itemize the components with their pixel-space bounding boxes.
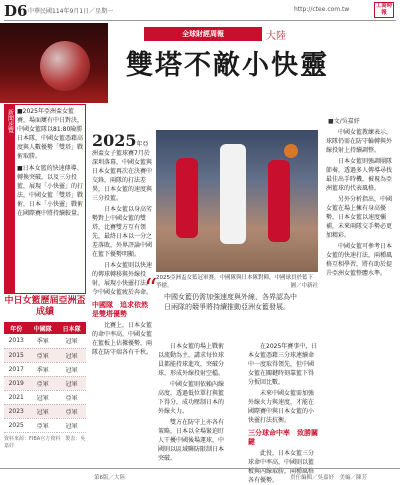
article-paragraph: 日本女籃則強調團隊節奏，透過多人傳導尋找最佳出手時機，被視為亞洲籃球的代表風格。 (326, 158, 393, 192)
footer-section: 第6版／大陸 (94, 475, 125, 481)
date-line: 中華民國114年9月1日／星期一 (28, 8, 114, 15)
table-header: 年份 (4, 322, 28, 334)
table-row (4, 348, 86, 362)
table-cell: 2025 (4, 418, 28, 432)
page-number: D6 (4, 2, 28, 20)
table-cell: 季軍 (28, 362, 57, 376)
article-paragraph: 日本女籃的場上戰術以流動為主，講求每位球員都能持球進攻，突破分球，形成外線投射空檔。 (158, 343, 225, 377)
page-headline: 雙塔不敵小快靈 (126, 50, 329, 81)
table-cell: 2013 (4, 334, 28, 348)
summary-text (17, 107, 83, 221)
results-table-block (4, 296, 86, 449)
table-cell: 亞軍 (57, 404, 86, 418)
article-subhead: 三分球命中率 致勝關鍵 (248, 429, 318, 446)
table-cell: 2021 (4, 390, 28, 404)
article-subhead: 中國隊 追求依然是雙塔優勢 (92, 301, 148, 318)
summary-item: ■日本女籃的快速傳導、轉換突破，以及三分投籃，展現「小快靈」的打法，中國女籃「雙塔」戰術，日本「小快靈」戰術在國際賽中將持續較量。 (17, 165, 84, 217)
article-column-4 (326, 128, 396, 464)
table-cell: 冠軍 (57, 418, 86, 432)
table-cell: 亞軍 (28, 376, 57, 390)
article-paragraph: 日本女籃以身高劣勢對上中國女籃的雙塔，比賽雙方互有領先，最終日本以一分之差落敗，外界評論中國在籃下優勢明顯。 (92, 206, 153, 258)
table-row (4, 404, 86, 418)
photo-credit: 圖／中新社 (290, 283, 318, 289)
table-cell: 亞軍 (28, 348, 57, 362)
region-label: 大陸 (266, 31, 286, 42)
section-banner (0, 23, 400, 103)
basketball-icon (284, 144, 298, 158)
article-column-3 (248, 342, 318, 484)
footer-editor: 責任編輯／吳嘉妤 美編／陳芳 (290, 475, 368, 481)
summary-strip-label: 新聞速覽 (6, 109, 14, 133)
site-url[interactable]: http://ctee.com.tw (294, 6, 350, 13)
table-row (4, 418, 86, 432)
article-paragraph: 年亞洲盃女子籃球賽7月於深圳落幕，中國女籃與日本女籃再次在決賽中交鋒，兩隊的打法差異，日本女籃的速度與三分投籃。 (92, 141, 153, 202)
table-header: 日本隊 (57, 322, 86, 334)
table-row (4, 376, 86, 390)
article-paragraph: 中國女籃可參考日本女籃的快速打法，兩種風格互相學習，將有助於提升亞洲女籃整體水準。 (326, 243, 393, 277)
player-figure (220, 144, 246, 244)
caption-text: 2025亞洲盃女籃冠軍賽，中國隊與日本隊對陣，中國球員於籃下爭搶。 (156, 275, 313, 289)
page-footer (0, 468, 400, 482)
article-paragraph: 中國女籃教練表示，球隊仍需在防守輪轉與外線投射上持續調整。 (326, 129, 393, 154)
table-cell: 2017 (4, 362, 28, 376)
table-row (4, 334, 86, 348)
table-cell: 冠軍 (28, 404, 57, 418)
dropcap: 2025 (92, 131, 137, 150)
article-paragraph: 雙方在防守上亦各有策略，日本以全場緊迫盯人干擾中國後場運球，中國則以區域聯防限制日本突破。 (158, 419, 225, 462)
table-header: 中國隊 (28, 322, 57, 334)
table-cell: 冠軍 (57, 376, 86, 390)
newspaper-logo: 工商時報 (375, 3, 393, 16)
quote-mark-icon: “ (144, 274, 158, 304)
table-cell: 冠軍 (57, 362, 86, 376)
globe-icon (40, 41, 90, 91)
table-cell: 冠軍 (28, 390, 57, 404)
article-paragraph: 中國女籃則依賴內線高度，透過低位單打與籃下得分，成功壓制日本的外線火力。 (158, 381, 225, 415)
banner-graphic (0, 23, 108, 103)
article-paragraph: 日本女籃則以快速的傳球轉移與外線投射，展現小快靈打法，令中國女籃疲於奔命。 (92, 262, 153, 296)
section-tag: 全球財經周報 (144, 27, 262, 41)
summary-item: ■2025年亞洲盃女籃賽，場面屢有中日對決，中國女籃隊以81:80險勝日本隊，中國女籃憑藉高度與人數優勢「雙塔」戰術取勝。 (17, 108, 84, 160)
summary-strip (5, 105, 15, 293)
article-paragraph: 此役，日本女籃三分球命中率高，中國則以籃板與內線取勝，兩種風格各有優勢。 (248, 450, 315, 484)
article-column-2 (158, 342, 224, 464)
page-header (0, 0, 400, 22)
summary-box (4, 104, 86, 294)
table-cell: 冠軍 (57, 348, 86, 362)
article-paragraph: 另外分析指出，中國女籃在場上擁有身高優勢，日本女籃以速度彌補，未來兩隊交手勢必更加精彩。 (326, 196, 393, 239)
table-cell: 2015 (4, 348, 28, 362)
player-figure (176, 158, 198, 238)
table-cell: 冠軍 (57, 334, 86, 348)
basketball-photo (156, 130, 318, 272)
table-cell: 2023 (4, 404, 28, 418)
table-cell: 亞軍 (57, 390, 86, 404)
player-figure (268, 160, 290, 242)
table-cell: 亞軍 (28, 418, 57, 432)
reporter-byline: ■文/吳嘉妤 (328, 118, 360, 125)
results-table (4, 322, 86, 433)
article-paragraph: 未來中國女籃需加強外線火力與速度，才能在國際賽中與日本女籃的小快靈打法抗衡。 (248, 390, 315, 424)
table-source: 資料來源：FIBA官方資料 製表：吳嘉妤 (4, 435, 86, 449)
article-paragraph: 在2025年賽事中，日本女籃憑藉三分球連續命中一度取得領先，但中國女籃在關鍵時刻靠籃下得分扳回比數。 (248, 343, 318, 386)
quote-text: 中國女籃仍需加強速度與外線，各界認為中日兩隊的競爭將持續推動亞洲女籃發展。 (164, 293, 297, 311)
article-paragraph: 比賽上，日本女籃的命中率高，中國女籃在籃板上佔據優勢，兩隊在防守端各有千秋。 (92, 322, 153, 356)
table-row (4, 362, 86, 376)
table-cell: 2019 (4, 376, 28, 390)
table-row (4, 390, 86, 404)
table-cell: 季軍 (28, 334, 57, 348)
header-divider (4, 20, 396, 21)
article-column-1 (92, 131, 153, 464)
table-title: 中日女籃歷屆亞洲盃成績 (4, 296, 86, 317)
